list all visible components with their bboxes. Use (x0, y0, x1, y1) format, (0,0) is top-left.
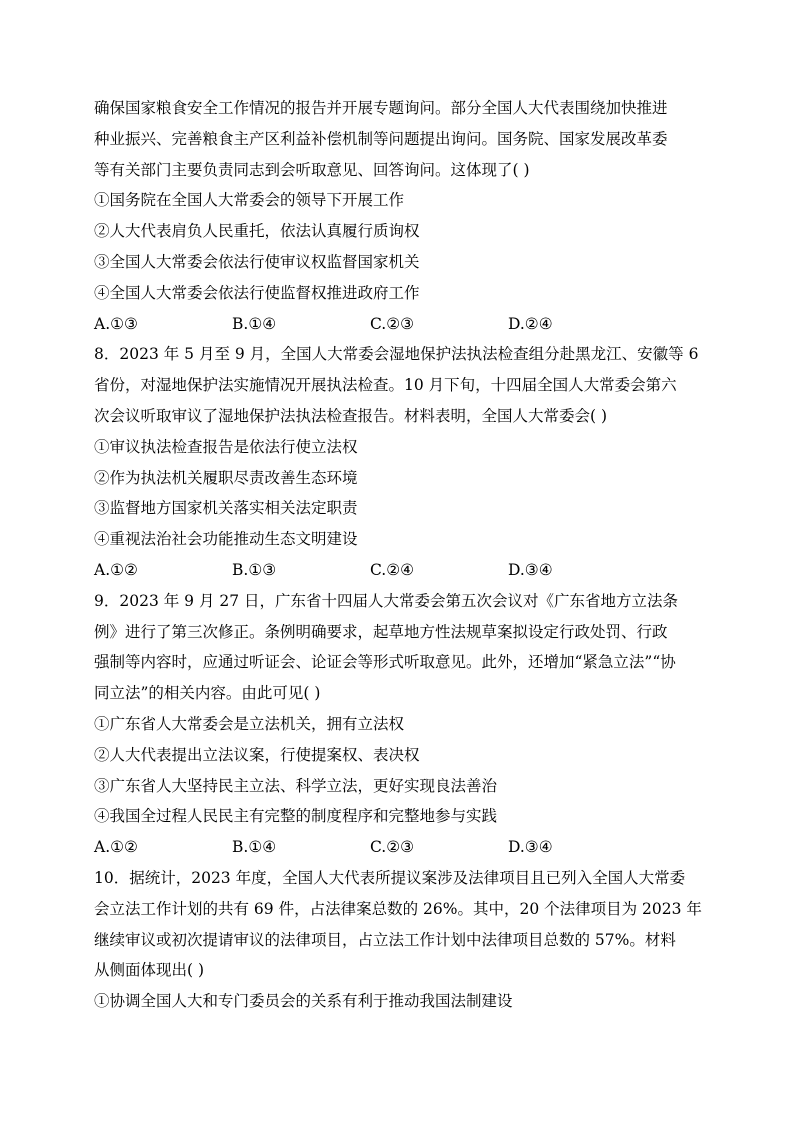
question-8-item-3: ③监督地方国家机关落实相关法定职责 (94, 499, 358, 518)
question-8-stem-line: 次会议听取审议了湿地保护法执法检查报告。材料表明，全国人大常委会( ) (94, 406, 608, 425)
option-c[interactable]: C.②③ (370, 314, 415, 333)
question-8-options (94, 555, 706, 586)
question-7-item-3: ③全国人大常委会依法行使审议权监督国家机关 (94, 252, 420, 271)
question-8 (94, 339, 706, 585)
question-10-item-1: ①协调全国人大和专门委员会的关系有利于推动我国法制建设 (94, 992, 513, 1011)
question-9-stem-line: 强制等内容时，应通过听证会、论证会等形式听取意见。此外，还增加“紧急立法”“协 (94, 653, 676, 672)
question-7-stem-line: 等有关部门主要负责同志到会听取意见、回答询问。这体现了( ) (94, 160, 530, 179)
page-content (94, 93, 706, 1017)
question-10-stem-line: 继续审议或初次提请审议的法律项目，占立法工作计划中法律项目总数的 57%。材料 (94, 930, 676, 949)
question-8-item-4: ④重视法治社会功能推动生态文明建设 (94, 530, 358, 549)
question-7-item-1: ①国务院在全国人大常委会的领导下开展工作 (94, 191, 405, 210)
option-d[interactable]: D.③④ (508, 560, 553, 579)
option-c[interactable]: C.②③ (370, 838, 415, 857)
question-8-stem-line: 省份，对湿地保护法实施情况开展执法检查。10 月下旬，十四届全国人大常委会第六 (94, 376, 677, 395)
question-9-item-2: ②人大代表提出立法议案，行使提案权、表决权 (94, 745, 420, 764)
question-9-stem-line: 例》进行了第三次修正。条例明确要求，起草地方性法规草案拟设定行政处罚、行政 (94, 622, 668, 641)
question-7-item-4: ④全国人大常委会依法行使监督权推进政府工作 (94, 283, 420, 302)
question-9-stem-line: 同立法”的相关内容。由此可见( ) (94, 684, 321, 703)
option-a[interactable]: A.①② (94, 560, 138, 579)
option-d[interactable]: D.②④ (508, 314, 553, 333)
option-b[interactable]: B.①④ (232, 314, 277, 333)
question-8-item-1: ①审议执法检查报告是依法行使立法权 (94, 437, 358, 456)
question-10 (94, 863, 706, 1017)
question-10-stem-line: 会立法工作计划的共有 69 件，占法律案总数的 26%。其中，20 个法律项目为 2023 年 (94, 899, 702, 918)
question-9-item-4: ④我国全过程人民民主有完整的制度程序和完整地参与实践 (94, 807, 498, 826)
question-7-item-2: ②人大代表肩负人民重托，依法认真履行质询权 (94, 222, 420, 241)
question-7-stem-line: 种业振兴、完善粮食主产区利益补偿机制等问题提出询问。国务院、国家发展改革委 (94, 129, 668, 148)
question-7 (94, 93, 706, 339)
question-9-item-3: ③广东省人大坚持民主立法、科学立法，更好实现良法善治 (94, 776, 498, 795)
option-a[interactable]: A.①② (94, 838, 138, 857)
option-a[interactable]: A.①③ (94, 314, 138, 333)
question-7-options (94, 309, 706, 340)
question-8-item-2: ②作为执法机关履职尽责改善生态环境 (94, 468, 358, 487)
option-d[interactable]: D.③④ (508, 838, 553, 857)
question-9 (94, 586, 706, 863)
option-b[interactable]: B.①④ (232, 838, 277, 857)
question-9-item-1: ①广东省人大常委会是立法机关，拥有立法权 (94, 714, 405, 733)
question-7-stem-line: 确保国家粮食安全工作情况的报告并开展专题询问。部分全国人大代表围绕加快推进 (94, 99, 668, 117)
question-9-options (94, 832, 706, 863)
question-9-stem-line: 9．2023 年 9 月 27 日，广东省十四届人大常委会第五次会议对《广东省地方立法条 (94, 591, 679, 610)
question-10-stem-line: 10．据统计，2023 年度，全国人大代表所提议案涉及法律项目且已列入全国人大常委 (94, 868, 686, 887)
question-8-stem-line: 8．2023 年 5 月至 9 月，全国人大常委会湿地保护法执法检查组分赴黑龙江、安徽等 6 (94, 345, 699, 364)
option-c[interactable]: C.②④ (370, 560, 415, 579)
question-10-stem-line: 从侧面体现出( ) (94, 961, 205, 980)
option-b[interactable]: B.①③ (232, 560, 277, 579)
